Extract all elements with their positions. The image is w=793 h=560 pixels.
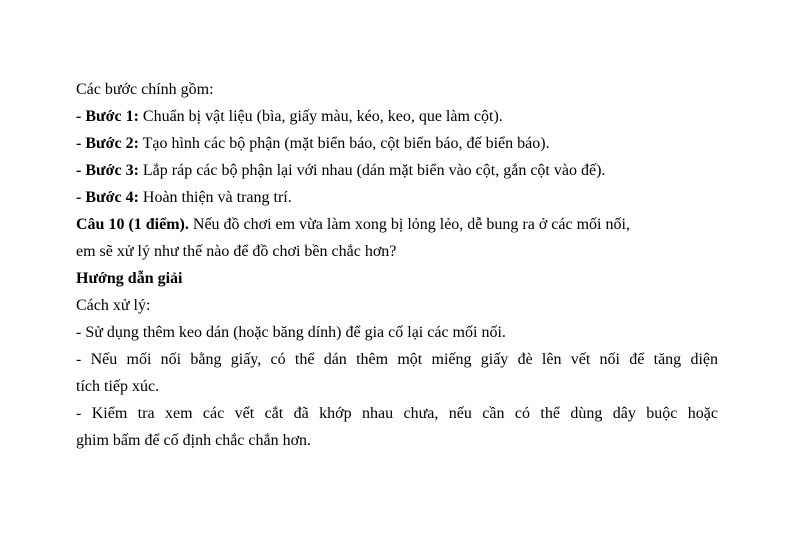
step-2-text: Tạo hình các bộ phận (mặt biển báo, cột biển báo, đế biển báo). xyxy=(138,135,550,152)
step-1 xyxy=(76,103,718,130)
step-2-label: - Bước 2: xyxy=(76,135,139,152)
question-line-1 xyxy=(76,211,718,238)
question-text-1: Nếu đồ chơi em vừa làm xong bị lỏng lẻo, dễ bung ra ở các mối nối, xyxy=(188,216,630,233)
intro-text: Các bước chính gồm: xyxy=(76,81,214,98)
answer-2-line-2: tích tiếp xúc. xyxy=(76,378,160,395)
step-3-label: - Bước 3: xyxy=(76,162,139,179)
answer-1: - Sử dụng thêm keo dán (hoặc băng dính) để gia cố lại các mối nối. xyxy=(76,324,506,341)
guide-heading-text: Hướng dẫn giải xyxy=(76,270,183,287)
answer-3-line-2: ghim bấm để cố định chắc chắn hơn. xyxy=(76,432,312,449)
step-3-text: Lắp ráp các bộ phận lại với nhau (dán mặt biển vào cột, gắn cột vào đế). xyxy=(138,162,606,179)
step-3 xyxy=(76,157,718,184)
document-body xyxy=(76,76,718,454)
question-line-2: em sẽ xử lý như thế nào để đồ chơi bền chắc hơn? xyxy=(76,243,397,260)
answer-3-line-1: - Kiểm tra xem các vết cắt đã khớp nhau chưa, nếu cần có thể dùng dây buộc hoặc xyxy=(76,405,718,422)
step-4 xyxy=(76,184,718,211)
step-1-label: - Bước 1: xyxy=(76,108,139,125)
method-label: Cách xử lý: xyxy=(76,297,151,314)
answer-2-line-1: - Nếu mối nối bằng giấy, có thể dán thêm một miếng giấy đè lên vết nối để tăng diện xyxy=(76,351,718,368)
step-4-label: - Bước 4: xyxy=(76,189,139,206)
step-1-text: Chuẩn bị vật liệu (bìa, giấy màu, kéo, keo, que làm cột). xyxy=(138,108,503,125)
guide-heading xyxy=(76,265,718,292)
question-label: Câu 10 (1 điểm). xyxy=(76,216,189,233)
step-4-text: Hoàn thiện và trang trí. xyxy=(138,189,292,206)
step-2 xyxy=(76,130,718,157)
